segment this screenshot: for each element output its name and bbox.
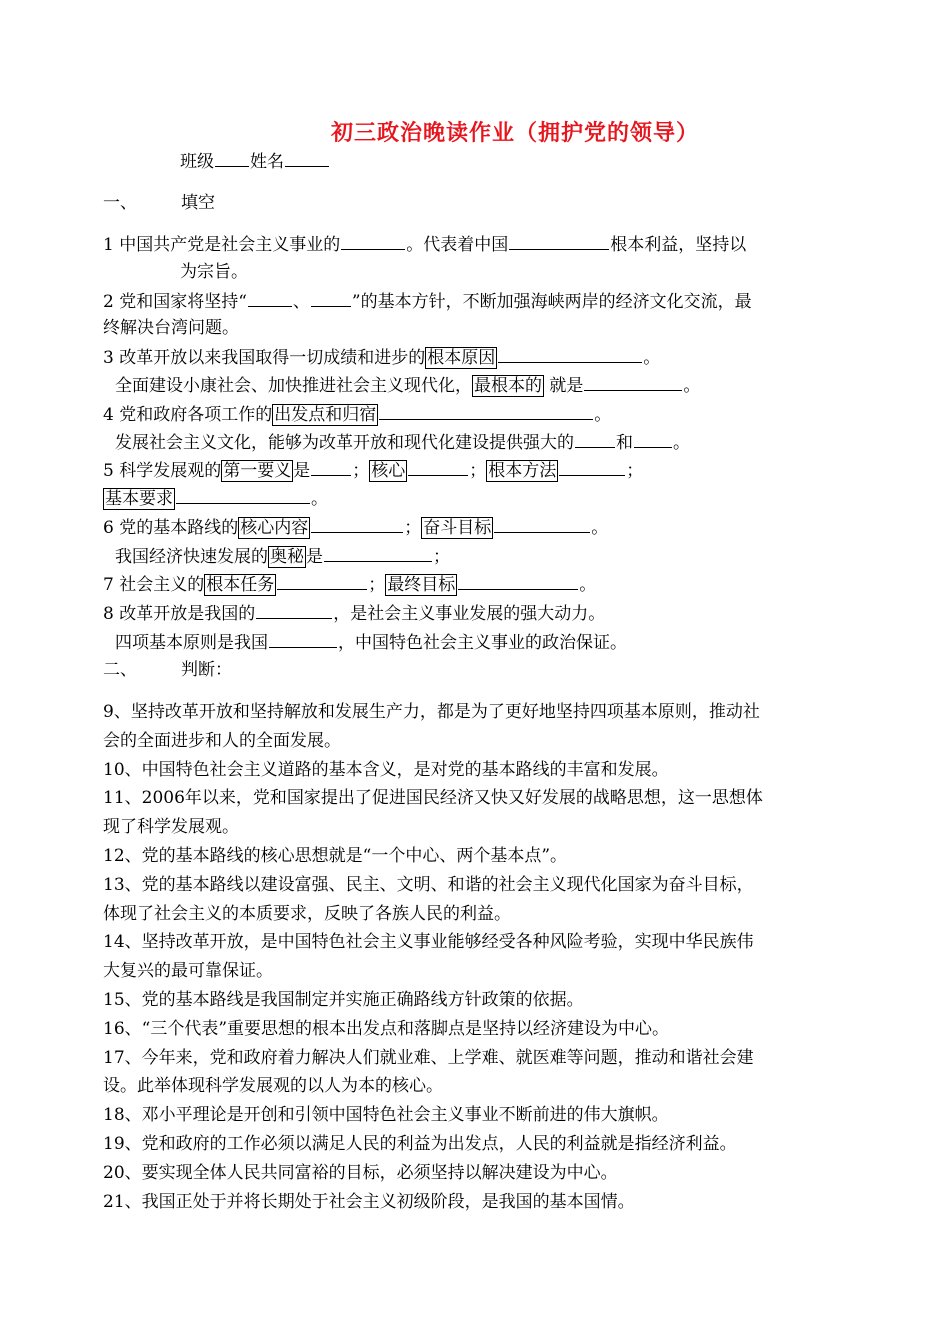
q8-blank-2[interactable] <box>269 629 337 648</box>
question-4-line-2 <box>115 429 860 456</box>
judgment-line: 13、党的基本路线以建设富强、民主、文明、和谐的社会主义现代化国家为奋斗目标， <box>103 874 754 895</box>
question-3-line-2 <box>115 372 860 399</box>
q5-boxed-keyword-2: 核心 <box>371 461 406 481</box>
section-heading-judge <box>103 657 848 683</box>
q6-end-2: ； <box>433 547 450 567</box>
q3-end-1: 。 <box>643 348 661 368</box>
q4-end-2: 。 <box>673 433 690 453</box>
section-label: 填空 <box>181 193 215 213</box>
q5-end: 。 <box>311 489 328 509</box>
q8-text-c: 四项基本原则是我国 <box>115 633 268 653</box>
q4-blank-1[interactable] <box>379 401 593 420</box>
q1-text-b: 。代表着中国 <box>406 235 509 255</box>
q7-blank-2[interactable] <box>458 571 578 590</box>
q7-blank-1[interactable] <box>277 571 367 590</box>
q6-end-1: 。 <box>591 518 609 538</box>
q7-boxed-keyword-1: 根本任务 <box>206 575 275 595</box>
worksheet-title: 初三政治晚读作业（拥护党的领导） <box>330 120 699 146</box>
q7-text-a: 7 社会主义的 <box>103 575 205 595</box>
section-label: 判断： <box>181 660 232 680</box>
q6-boxed-keyword-2: 奋斗目标 <box>423 518 492 538</box>
question-6-line-2 <box>115 543 860 570</box>
q5-blank-2[interactable] <box>408 457 468 476</box>
question-1-line-2: 为宗旨。 <box>180 262 248 282</box>
q6-text-c: 是 <box>306 547 323 567</box>
q5-boxed-keyword-1: 第一要义 <box>223 461 292 481</box>
q3-boxed-keyword-1: 根本原因 <box>427 348 496 368</box>
q2-text-b: 、 <box>292 292 310 312</box>
judgment-line: 15、党的基本路线是我国制定并实施正确路线方针政策的依据。 <box>103 990 584 1010</box>
q5-boxed-keyword-4: 基本要求 <box>105 489 173 509</box>
q5-sep-2: ； <box>469 461 487 481</box>
q5-blank-4[interactable] <box>176 485 310 504</box>
judgment-line: 16、“三个代表”重要思想的根本出发点和落脚点是坚持以经济建设为中心。 <box>103 1018 670 1039</box>
q8-text-d: ，中国特色社会主义事业的政治保证。 <box>338 633 627 653</box>
judgment-line: 20、要实现全体人民共同富裕的目标，必须坚持以解决建设为中心。 <box>103 1162 618 1183</box>
q3-boxed-keyword-2: 最根本的 <box>474 376 542 396</box>
question-4-line-1 <box>103 401 848 428</box>
question-2-line-2: 终解决台湾问题。 <box>103 318 239 338</box>
q2-text-c: ”的基本方针，不断加强海峡两岸的经济文化交流，最 <box>351 292 752 312</box>
section-number: 二、 <box>103 660 137 680</box>
judgment-line: 设。此举体现科学发展观的以人为本的核心。 <box>103 1076 443 1097</box>
q8-text-b: ，是社会主义事业发展的强大动力。 <box>333 604 606 624</box>
q5-sep-3: ； <box>626 461 644 481</box>
q6-boxed-keyword-1: 核心内容 <box>240 518 309 538</box>
judgment-line: 10、中国特色社会主义道路的基本含义，是对党的基本路线的丰富和发展。 <box>103 759 669 780</box>
judgment-line: 体现了社会主义的本质要求，反映了各族人民的利益。 <box>103 903 511 924</box>
q5-boxed-keyword-3: 根本方法 <box>488 461 557 481</box>
section-number: 一、 <box>103 193 137 213</box>
question-2-line-1 <box>103 288 848 315</box>
judgment-line: 21、我国正处于并将长期处于社会主义初级阶段，是我国的基本国情。 <box>103 1191 635 1212</box>
q4-text-b: 发展社会主义文化，能够为改革开放和现代化建设提供强大的 <box>115 433 574 453</box>
q8-blank-1[interactable] <box>256 600 332 619</box>
question-8-line-1 <box>103 600 848 627</box>
class-label: 班级 <box>180 152 214 172</box>
q6-text-b: 我国经济快速发展的 <box>115 547 268 567</box>
q4-text-a: 4 党和政府各项工作的 <box>103 405 273 425</box>
q1-text-a: 1 中国共产党是社会主义事业的 <box>103 235 341 255</box>
q6-blank-1[interactable] <box>311 514 403 533</box>
judgment-line: 现了科学发展观。 <box>103 817 239 838</box>
q5-blank-3[interactable] <box>559 457 625 476</box>
q4-blank-3[interactable] <box>634 429 672 448</box>
q3-text-c: 就是 <box>544 376 584 396</box>
question-6-line-1 <box>103 514 848 541</box>
q4-blank-2[interactable] <box>575 429 615 448</box>
question-8-line-2 <box>115 629 860 656</box>
judgment-line: 11、2006年以来，党和国家提出了促进国民经济又快又好发展的战略思想，这一思想体 <box>103 788 763 809</box>
judgment-line: 17、今年来，党和政府着力解决人们就业难、上学难、就医难等问题，推动和谐社会建 <box>103 1047 754 1068</box>
class-name-line <box>180 148 925 175</box>
q2-blank-2[interactable] <box>311 288 351 307</box>
question-1-line-1 <box>103 231 848 258</box>
q7-sep: ； <box>368 575 386 595</box>
q1-text-c: 根本利益，坚持以 <box>610 235 747 255</box>
question-3-line-1 <box>103 344 848 371</box>
q3-blank-2[interactable] <box>584 372 682 391</box>
q2-text-a: 2 党和国家将坚持“ <box>103 292 247 312</box>
section-heading-fill <box>103 190 848 216</box>
question-5-line-2 <box>103 485 848 512</box>
q4-end-1: 。 <box>594 405 612 425</box>
q5-text-a: 5 科学发展观的 <box>103 461 222 481</box>
judgment-line: 12、党的基本路线的核心思想就是“一个中心、两个基本点”。 <box>103 846 568 866</box>
q6-blank-3[interactable] <box>324 543 432 562</box>
class-blank[interactable] <box>215 148 249 167</box>
q6-sep: ； <box>404 518 422 538</box>
judgment-line: 14、坚持改革开放，是中国特色社会主义事业能够经受各种风险考验，实现中华民族伟 <box>103 932 754 953</box>
q7-end: 。 <box>579 575 597 595</box>
name-blank[interactable] <box>285 148 329 167</box>
q3-text-a: 3 改革开放以来我国取得一切成绩和进步的 <box>103 348 426 368</box>
q1-blank-2[interactable] <box>509 231 609 250</box>
question-5-line-1 <box>103 457 848 484</box>
judgment-line: 18、邓小平理论是开创和引领中国特色社会主义事业不断前进的伟大旗帜。 <box>103 1105 669 1126</box>
judgment-line: 9、坚持改革开放和坚持解放和发展生产力，都是为了更好地坚持四项基本原则，推动社 <box>103 702 760 722</box>
q7-boxed-keyword-2: 最终目标 <box>387 575 456 595</box>
q3-blank-1[interactable] <box>498 344 642 363</box>
q1-blank-1[interactable] <box>341 231 405 250</box>
q4-boxed-keyword: 出发点和归宿 <box>274 405 377 425</box>
judgment-line: 会的全面进步和人的全面发展。 <box>103 730 341 751</box>
q3-end-2: 。 <box>683 376 701 396</box>
q8-text-a: 8 改革开放是我国的 <box>103 604 256 624</box>
q6-boxed-keyword-3: 奥秘 <box>270 547 304 567</box>
q6-blank-2[interactable] <box>494 514 590 533</box>
q6-text-a: 6 党的基本路线的 <box>103 518 239 538</box>
q4-text-c: 和 <box>616 433 633 453</box>
question-7-line <box>103 571 848 598</box>
judgment-line: 19、党和政府的工作必须以满足人民的利益为出发点，人民的利益就是指经济利益。 <box>103 1134 737 1154</box>
q2-blank-1[interactable] <box>248 288 292 307</box>
q5-sep-1: ； <box>352 461 370 481</box>
q5-text-b: 是 <box>293 461 311 481</box>
q3-text-b: 全面建设小康社会、加快推进社会主义现代化， <box>115 376 472 396</box>
q5-blank-1[interactable] <box>311 457 351 476</box>
judgment-line: 大复兴的最可靠保证。 <box>103 961 273 982</box>
name-label: 姓名 <box>250 152 284 172</box>
